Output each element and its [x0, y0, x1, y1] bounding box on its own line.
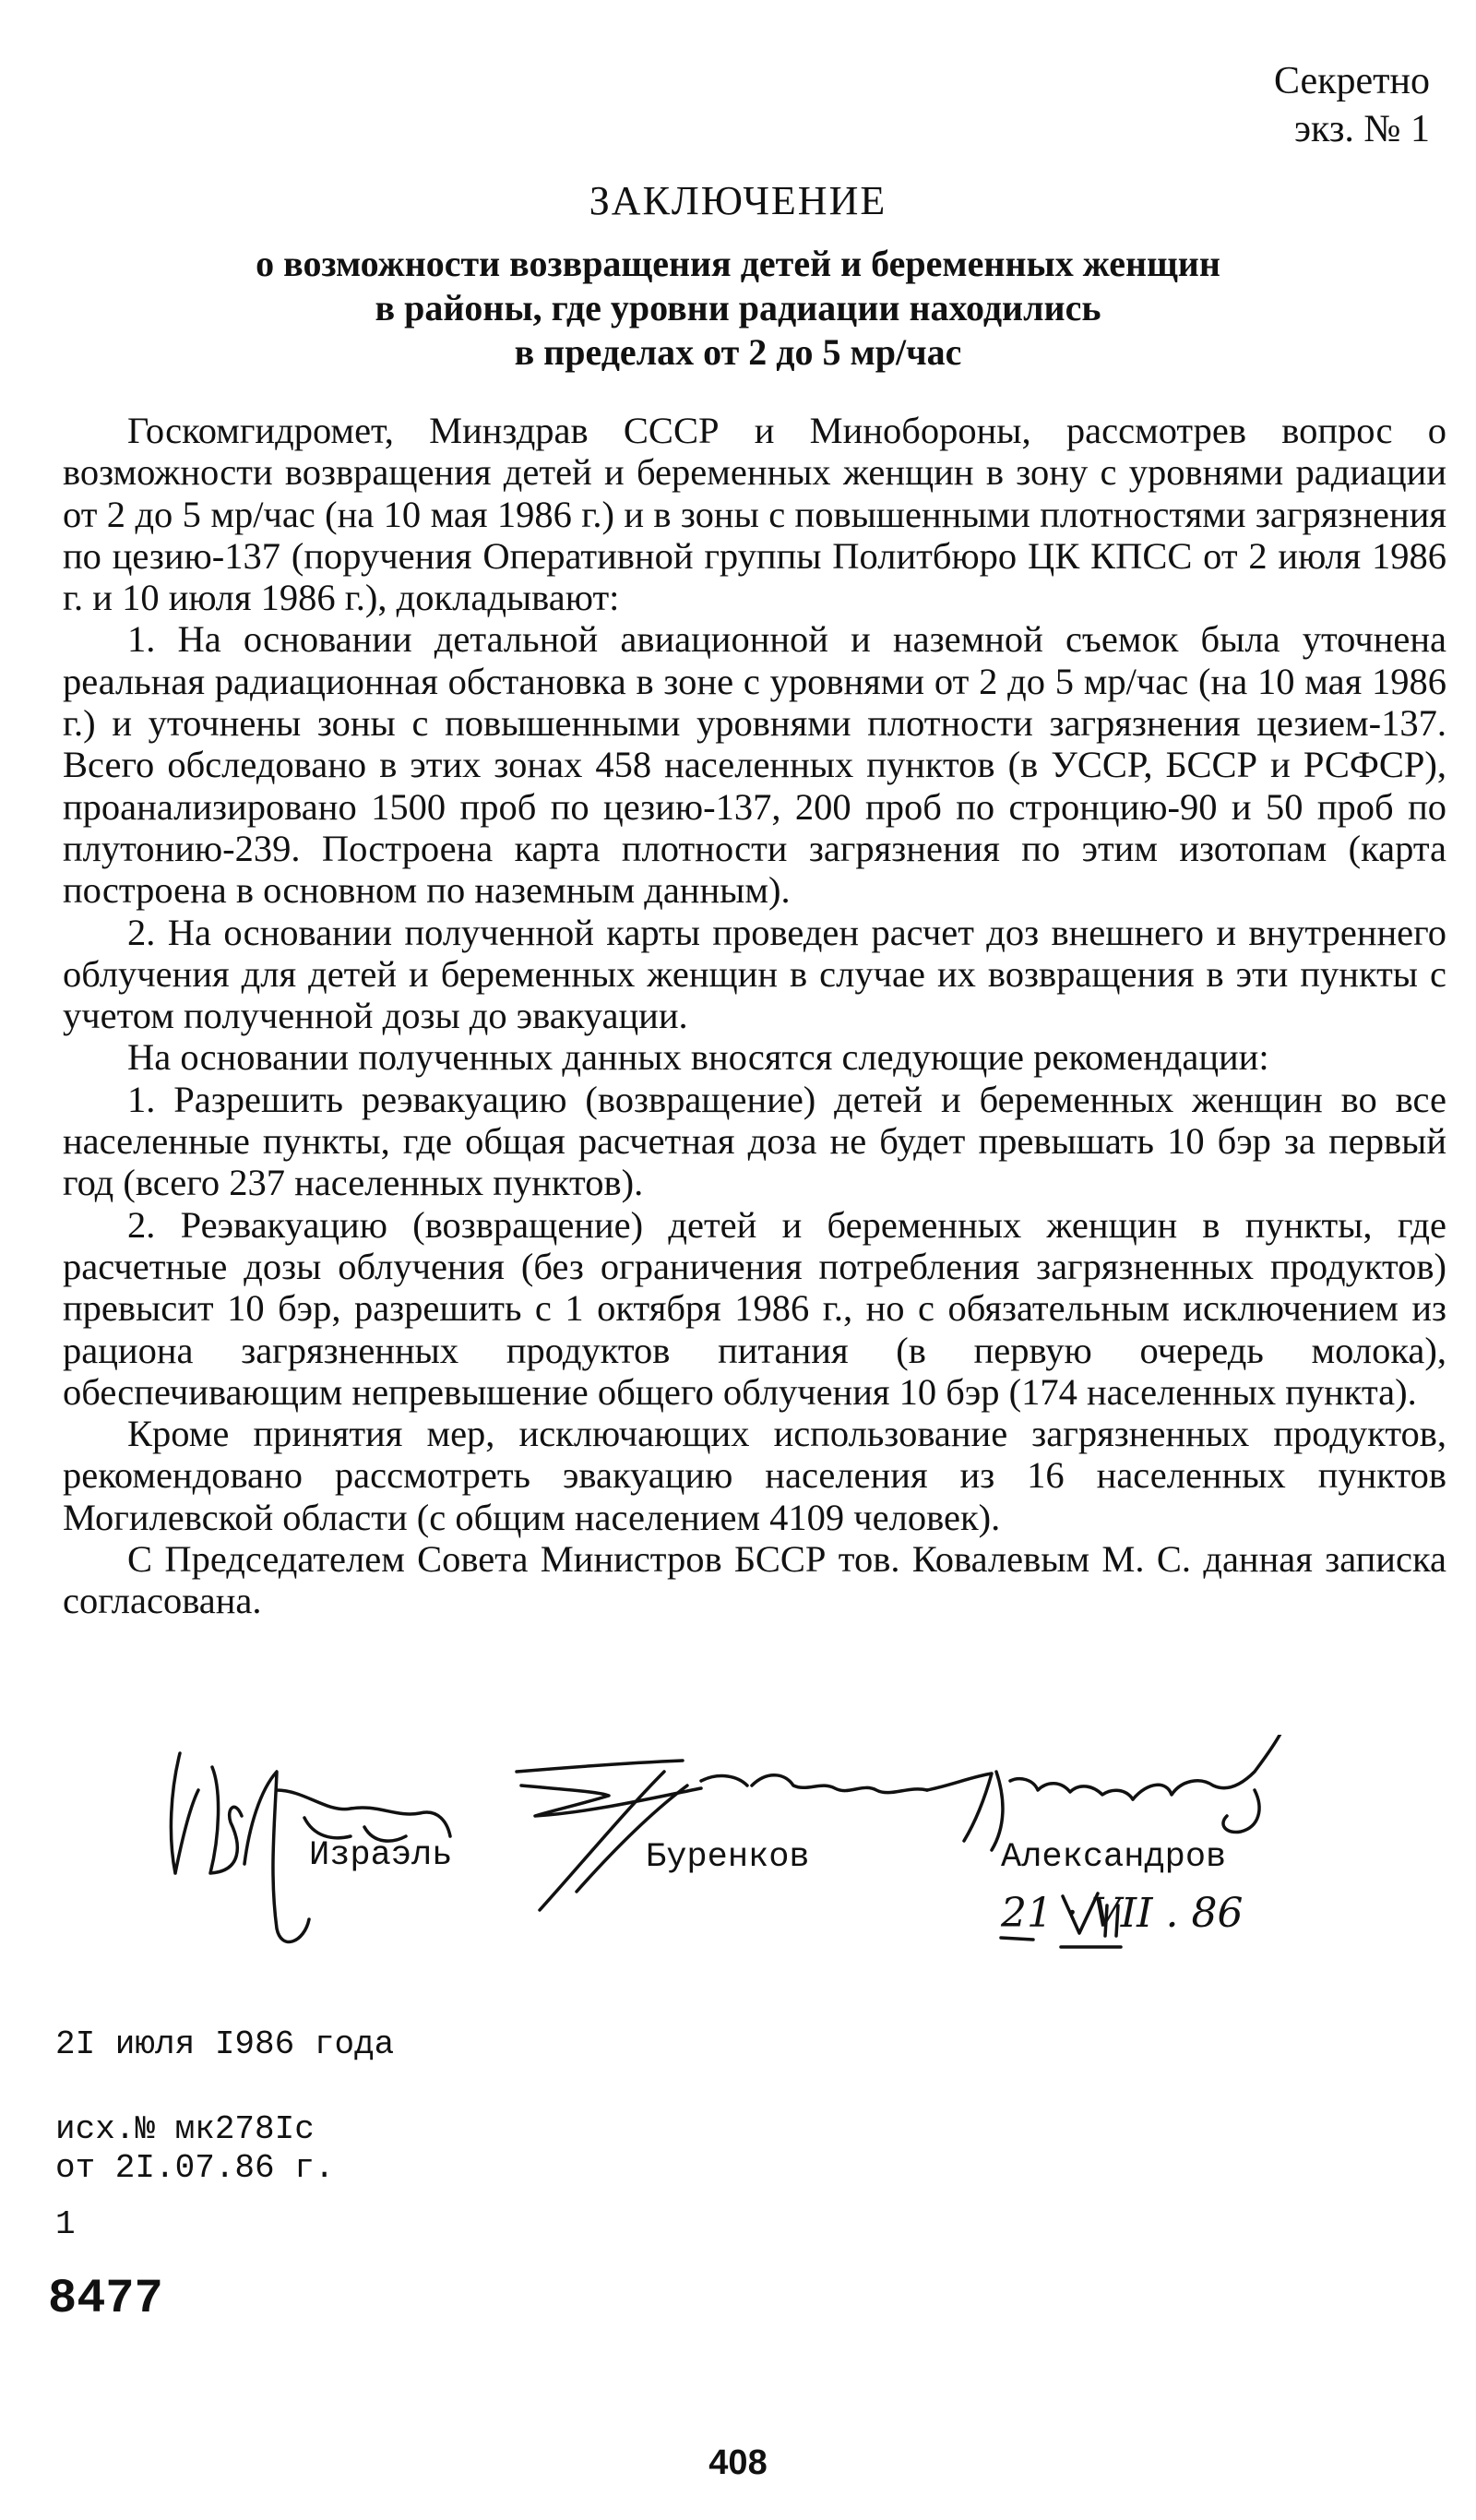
signature-block	[0, 1735, 1476, 2012]
body-paragraph: Госкомгидромет, Минздрав СССР и Минобороны, рассмотрев вопрос о возможности возвращения детей и беременных женщин в зону с уровнями радиации от 2 до 5 мр/час (на 10 мая 1986 г.) и в зоны с повышенными плотностями загрязнения по цезию-137 (поручения Оперативной группы Политбюро ЦК КПСС от 2 июля 1986 г. и 10 июля 1986 г.), докладывают:	[63, 410, 1446, 619]
body-paragraph: 2. На основании полученной карты проведен расчет доз внешнего и внутреннего облучения для детей и беременных женщин в случае их возвращения в эти пункты с учетом полученной дозы до эвакуации.	[63, 911, 1446, 1037]
copy-number: экз. № 1	[1293, 108, 1430, 150]
document-subtitle	[0, 242, 1476, 375]
copy-mark: 1	[55, 2205, 76, 2243]
archive-number: 8477	[48, 2272, 163, 2326]
body-paragraph: 1. На основании детальной авиационной и наземной съемок была уточнена реальная радиационная обстановка в зоне с уровнями от 2 до 5 мр/час (на 10 мая 1986 г.) и уточнены зоны с повышенными уровнями плотности загрязнения цезием-137. Всего обследовано в этих зонах 458 населенных пунктов (в УССР, БССР и РСФСР), проанализировано 1500 проб по цезию-137, 200 проб по стронцию-90 и 50 проб по плутонию-239. Построена карта плотности загрязнения по этим изотопам (карта построена в основном по наземным данным).	[63, 618, 1446, 912]
subtitle-line: о возможности возвращения детей и беременных женщин	[256, 243, 1220, 284]
body-paragraph: На основании полученных данных вносятся следующие рекомендации:	[127, 1036, 1269, 1079]
signature-burenkov	[517, 1761, 927, 1910]
body-paragraph: С Председателем Совета Министров БССР тов. Ковалевым М. С. данная записка согласована.	[63, 1538, 1446, 1622]
body-paragraph: 2. Реэвакуацию (возвращение) детей и беременных женщин в пункты, где расчетные дозы облучения (без ограничения потребления загрязненных продуктов) превысит 10 бэр, разрешить с 1 октября 1986 г., но с обязательным исключением из рациона загрязненных продуктов питания (в первую очередь молока), обеспечивающим непревышение общего облучения 10 бэр (174 населенных пункта).	[63, 1203, 1446, 1413]
outgoing-reference	[55, 2110, 334, 2188]
outgoing-date: от 2I.07.86 г.	[55, 2149, 335, 2187]
outgoing-number: исх.№ мк278Iс	[55, 2110, 315, 2148]
handwritten-date: 21 · VII . 86	[1001, 1890, 1244, 1937]
classification-stamp	[1274, 57, 1430, 153]
signer-name-izrael: Израэль	[309, 1836, 453, 1875]
signer-name-burenkov: Буренков	[646, 1838, 810, 1877]
document-title: ЗАКЛЮЧЕНИЕ	[589, 178, 887, 223]
signature-aleksandrov	[927, 1735, 1282, 1850]
page-number: 408	[708, 2443, 768, 2482]
subtitle-line: в районы, где уровни радиации находились	[375, 287, 1101, 328]
body-paragraph: Кроме принятия мер, исключающих использование загрязненных продуктов, рекомендовано рассмотреть эвакуацию населения из 16 населенных пунктов Могилевской области (с общим населением 4109 человек).	[63, 1413, 1446, 1538]
document-body	[63, 410, 1446, 1622]
classification-level: Секретно	[1273, 60, 1430, 102]
document-date: 2I июля I986 года	[55, 2025, 395, 2063]
subtitle-line: в пределах от 2 до 5 мр/час	[514, 331, 962, 373]
signer-name-aleksandrov: Александров	[1001, 1838, 1227, 1877]
body-paragraph: 1. Разрешить реэвакуацию (возвращение) детей и беременных женщин во все населенные пункты, где общая расчетная доза не будет превышать 10 бэр за первый год (всего 237 населенных пунктов).	[63, 1078, 1446, 1204]
